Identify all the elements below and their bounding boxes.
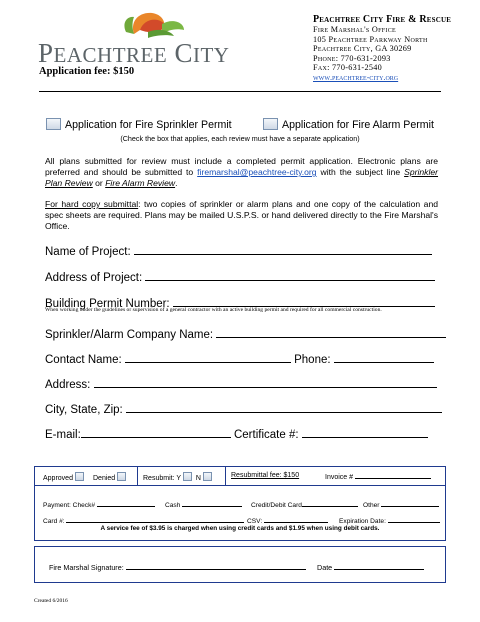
resubmit-option[interactable]: Resubmit: Y N	[143, 472, 212, 482]
other-payment-field[interactable]: Other	[363, 500, 439, 509]
resubmit-no-checkbox[interactable]	[203, 472, 212, 481]
project-name-field[interactable]: Name of Project:	[45, 244, 438, 258]
project-address-field[interactable]: Address of Project:	[45, 270, 438, 284]
phone-number: Phone: 770-631-2093	[313, 53, 391, 63]
peachtree-city-logo	[34, 8, 230, 68]
address-line-1: 105 Peachtree Parkway North	[313, 34, 428, 44]
credit-debit-field[interactable]: Credit/Debit Card	[251, 500, 358, 509]
cash-field[interactable]: Cash	[165, 500, 242, 509]
created-date: Created 6/2016	[34, 598, 68, 604]
city-state-zip-field[interactable]: City, State, Zip:	[45, 402, 438, 416]
resubmit-yes-checkbox[interactable]	[183, 472, 192, 481]
address-field[interactable]: Address:	[45, 377, 438, 391]
sprinkler-permit-checkbox[interactable]	[46, 118, 61, 130]
signature-date-field[interactable]: Date	[317, 563, 424, 572]
application-fee: Application fee: $150	[39, 66, 135, 77]
certificate-label: Certificate #:	[233, 429, 299, 441]
office-name: Fire Marshal's Office	[313, 25, 396, 34]
company-name-field[interactable]: Sprinkler/Alarm Company Name:	[45, 327, 438, 341]
address-line-2: Peachtree City, GA 30269	[313, 44, 412, 54]
contact-block	[313, 14, 451, 83]
denied-option[interactable]: Denied	[93, 472, 126, 482]
approved-checkbox[interactable]	[75, 472, 84, 481]
header-divider	[39, 91, 441, 92]
fire-marshal-signature-field[interactable]: Fire Marshal Signature:	[49, 563, 306, 572]
invoice-field[interactable]: Invoice #	[325, 472, 431, 481]
alarm-permit-option[interactable]	[263, 118, 434, 131]
contact-name-field[interactable]: Contact Name: Phone:	[45, 352, 438, 366]
hard-copy-paragraph: For hard copy submittal: two copies of sprinkler or alarm plans and one copy of the calculation and spec sheets are required. Plans may be mailed U.S.P.S. or hand delivered directly to the Fire Marshal's Office.	[45, 199, 439, 231]
resubmittal-fee: Resubmittal fee: $150	[231, 472, 300, 479]
expiration-date-field[interactable]: Expiration Date:	[339, 516, 440, 525]
alarm-permit-label: Application for Fire Alarm Permit	[282, 119, 434, 131]
email-link[interactable]: firemarshal@peachtree-city.org	[197, 167, 317, 177]
building-permit-note: When working under the guidelines or supervision of a general contractor with an active building permit and required for all commercial construction.	[45, 307, 382, 313]
fax-number: Fax: 770-631-2540	[313, 63, 383, 73]
sprinkler-permit-option[interactable]	[46, 118, 232, 131]
csv-field[interactable]: CSV:	[247, 516, 328, 525]
service-fee-note: A service fee of $3.95 is charged when using credit cards and $1.95 when using debit cards.	[100, 525, 380, 532]
payment-check-field[interactable]: Payment: Check#	[43, 500, 155, 509]
building-permit-field[interactable]: Building Permit Number:	[45, 296, 438, 310]
permit-note: (Check the box that applies, each review must have a separate application)	[120, 134, 360, 143]
subject-alarm: Fire Alarm Review	[105, 178, 176, 188]
subject-sprinkler: Sprinkler Plan Review	[45, 167, 439, 188]
electronic-submission-paragraph: All plans submitted for review must include a completed permit application. Electronic plans are preferred and should be submitted to firemarshal@peachtree-city.org with the subject line Sprinkler Plan Review or Fire Alarm Review.	[45, 156, 439, 188]
approval-row	[35, 467, 445, 486]
card-number-field[interactable]: Card #:	[43, 516, 244, 525]
website-link[interactable]: www.peachtree-city.org	[313, 72, 399, 82]
denied-checkbox[interactable]	[117, 472, 126, 481]
phone-label: Phone:	[294, 354, 331, 366]
office-use-box	[34, 466, 446, 541]
org-name: Peachtree City Fire & Rescue	[313, 14, 452, 25]
logo-wordmark: PEACHTREE CITY	[38, 38, 230, 68]
signature-box	[34, 546, 446, 583]
approved-option[interactable]: Approved	[43, 472, 84, 482]
alarm-permit-checkbox[interactable]	[263, 118, 278, 130]
email-field[interactable]: E-mail: Certificate #:	[45, 427, 438, 441]
sprinkler-permit-label: Application for Fire Sprinkler Permit	[65, 119, 232, 131]
